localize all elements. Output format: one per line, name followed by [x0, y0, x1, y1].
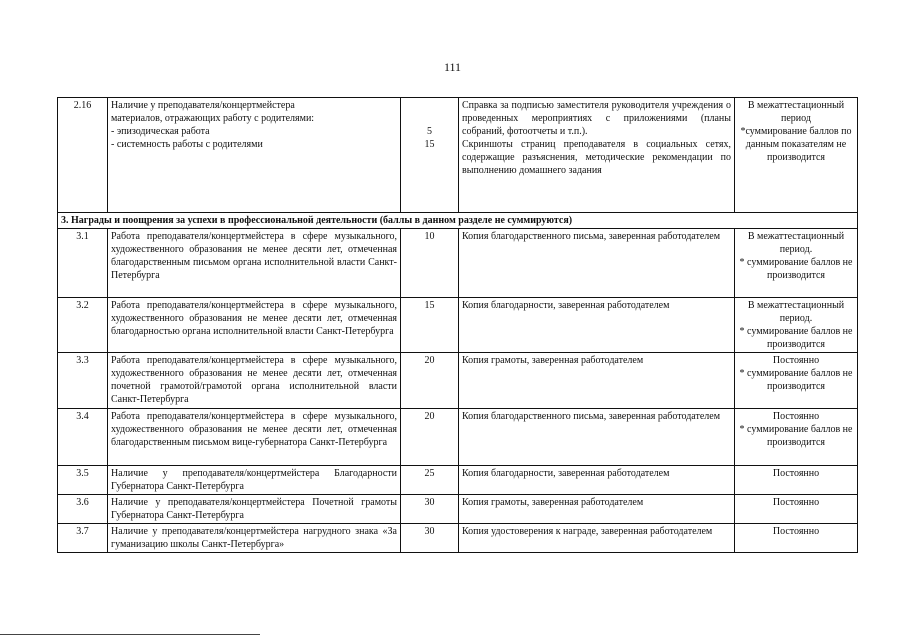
criterion-description: Работа преподавателя/концертмейстера в сфере музыкального, художественного образования не менее десяти лет, отмеченная благодарственным письмом вице-губернатора Санкт-Петербурга	[108, 409, 401, 466]
criterion-points: 20	[401, 409, 459, 466]
validity-period: В межаттестационный период. * суммирование баллов не производится	[735, 229, 858, 298]
supporting-documents: Копия благодарственного письма, заверенная работодателем	[459, 409, 735, 466]
row-number: 3.4	[58, 409, 108, 466]
table-row	[58, 298, 858, 353]
row-number: 2.16	[58, 98, 108, 213]
table-row	[58, 495, 858, 524]
validity-period: В межаттестационный период *суммирование баллов по данным показателям не производится	[735, 98, 858, 213]
row-number: 3.7	[58, 524, 108, 553]
row-number: 3.3	[58, 353, 108, 409]
validity-period: Постоянно	[735, 466, 858, 495]
criterion-points: 25	[401, 466, 459, 495]
table-row	[58, 409, 858, 466]
supporting-documents: Копия грамоты, заверенная работодателем	[459, 353, 735, 409]
table-row	[58, 353, 858, 409]
criterion-points: 30	[401, 495, 459, 524]
supporting-documents: Справка за подписью заместителя руководителя учреждения о проведенных мероприятиях с приложениями (планы собраний, фотоотчеты и т.п.). Скриншоты страниц преподавателя в социальных сетях, содержащие разъяснения, методические рекомендации по выполнению домашнего задания	[459, 98, 735, 213]
supporting-documents: Копия благодарственного письма, заверенная работодателем	[459, 229, 735, 298]
supporting-documents: Копия грамоты, заверенная работодателем	[459, 495, 735, 524]
criterion-description: Наличие у преподавателя/концертмейстера Почетной грамоты Губернатора Санкт-Петербурга	[108, 495, 401, 524]
criterion-description: Работа преподавателя/концертмейстера в сфере музыкального, художественного образования не менее десяти лет, отмеченная благодарственным письмом органа исполнительной власти Санкт-Петербурга	[108, 229, 401, 298]
criterion-description: Наличие у преподавателя/концертмейстера нагрудного знака «За гуманизацию школы Санкт-Петербурга»	[108, 524, 401, 553]
row-number: 3.5	[58, 466, 108, 495]
validity-period: Постоянно * суммирование баллов не производится	[735, 353, 858, 409]
criterion-description: Работа преподавателя/концертмейстера в сфере музыкального, художественного образования не менее десяти лет, отмеченная почетной грамотой/грамотой органа исполнительной власти Санкт-Петербурга	[108, 353, 401, 409]
page-number: 111	[443, 60, 462, 74]
validity-period: Постоянно	[735, 524, 858, 553]
criteria-table	[57, 97, 858, 553]
criterion-points: 20	[401, 353, 459, 409]
criterion-description: Работа преподавателя/концертмейстера в сфере музыкального, художественного образования не менее десяти лет, отмеченная благодарностью органа исполнительной власти Санкт-Петербурга	[108, 298, 401, 353]
criterion-points: 5 15	[401, 98, 459, 213]
section-header-row	[58, 213, 858, 229]
table-row	[58, 524, 858, 553]
row-number: 3.6	[58, 495, 108, 524]
criterion-description: Наличие у преподавателя/концертмейстера Благодарности Губернатора Санкт-Петербурга	[108, 466, 401, 495]
criterion-points: 10	[401, 229, 459, 298]
validity-period: В межаттестационный период. * суммирование баллов не производится	[735, 298, 858, 353]
table-row	[58, 98, 858, 213]
criterion-points: 15	[401, 298, 459, 353]
table-row	[58, 466, 858, 495]
section-title: 3. Награды и поощрения за успехи в профессиональной деятельности (баллы в данном разделе не суммируются)	[58, 213, 858, 229]
supporting-documents: Копия благодарности, заверенная работодателем	[459, 298, 735, 353]
footer-divider	[0, 634, 260, 635]
validity-period: Постоянно * суммирование баллов не производится	[735, 409, 858, 466]
row-number: 3.2	[58, 298, 108, 353]
table-row	[58, 229, 858, 298]
criterion-description: Наличие у преподавателя/концертмейстера материалов, отражающих работу с родителями: - эпизодическая работа - системность работы с родителями	[108, 98, 401, 213]
validity-period: Постоянно	[735, 495, 858, 524]
supporting-documents: Копия удостоверения к награде, заверенная работодателем	[459, 524, 735, 553]
supporting-documents: Копия благодарности, заверенная работодателем	[459, 466, 735, 495]
row-number: 3.1	[58, 229, 108, 298]
criterion-points: 30	[401, 524, 459, 553]
